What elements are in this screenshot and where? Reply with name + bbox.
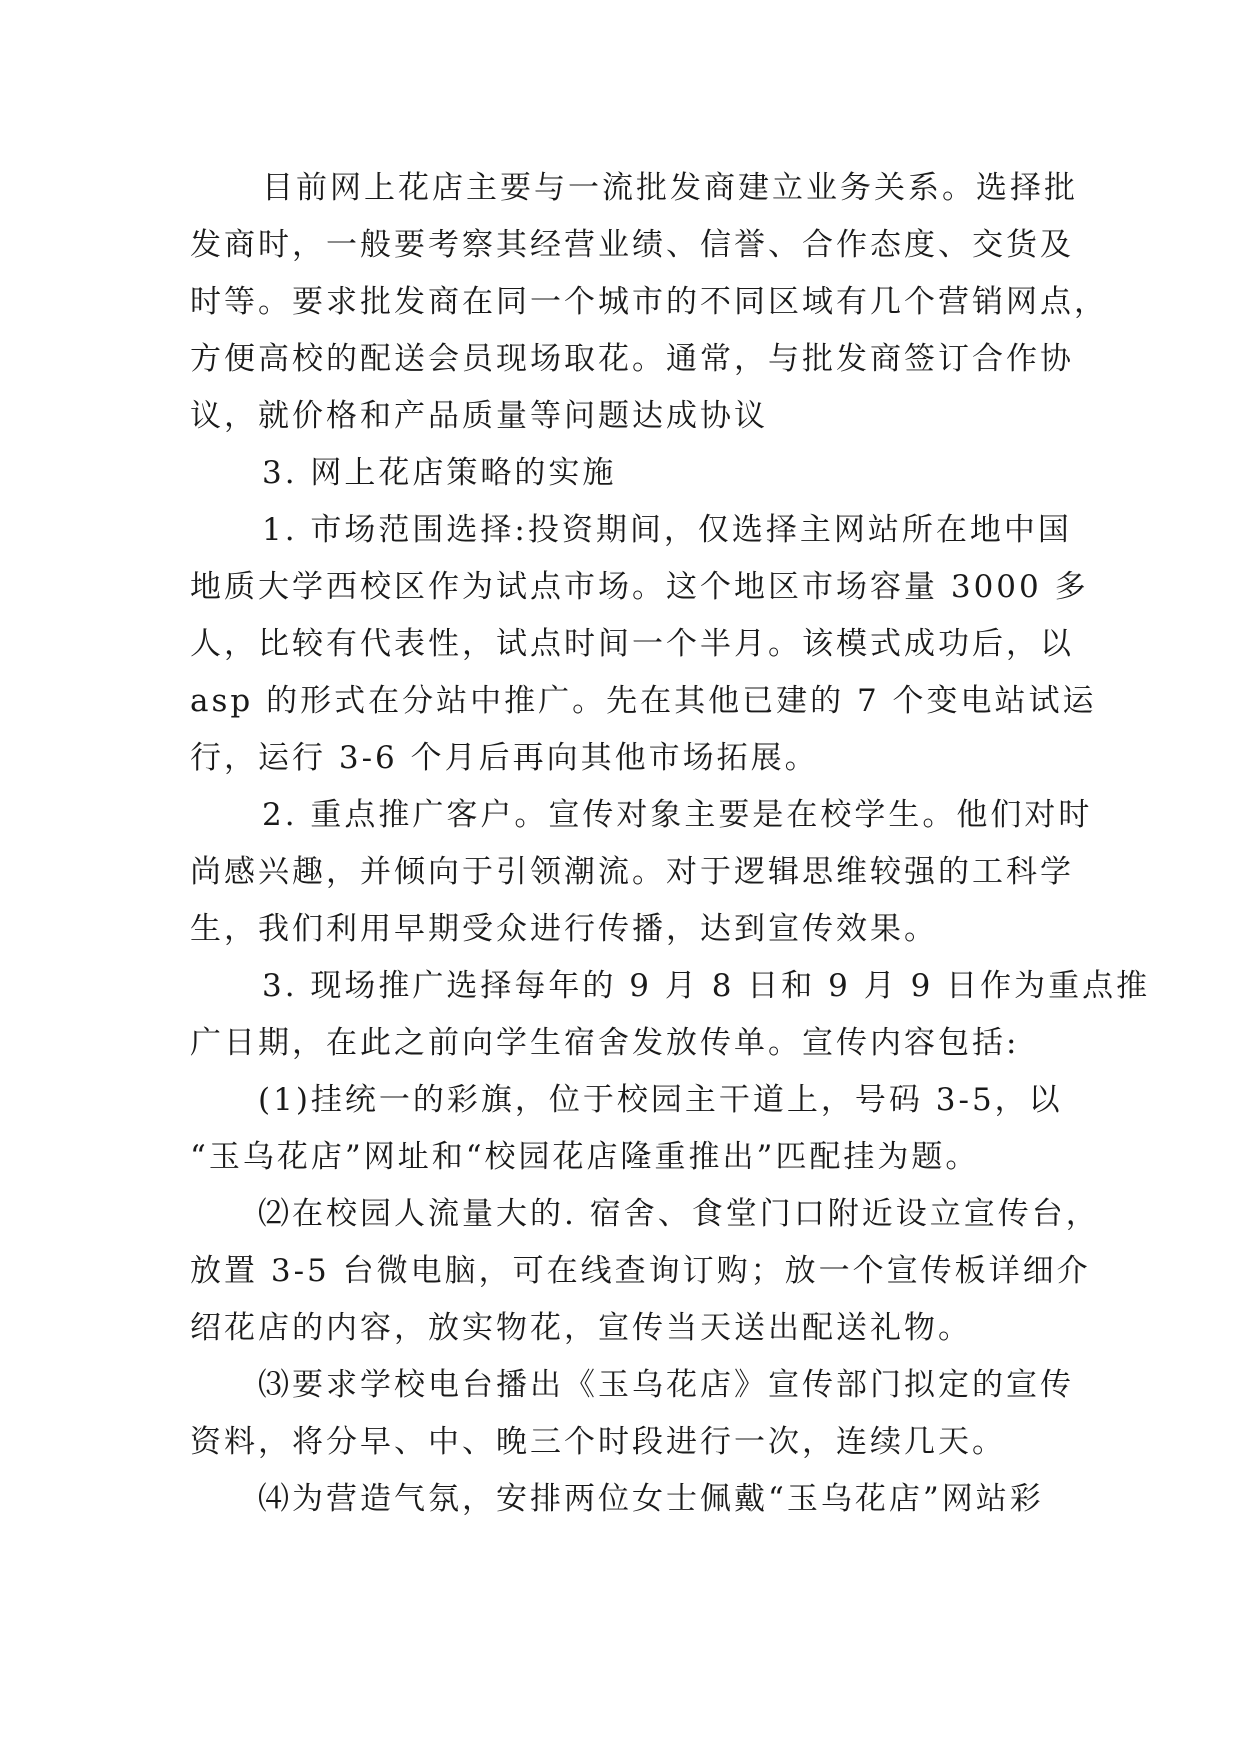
text-line: 地质大学西校区作为试点市场。这个地区市场容量 3000 多: [190, 569, 1089, 605]
text-line: 生，我们利用早期受众进行传播，达到宣传效果。: [190, 911, 938, 947]
text-line: asp 的形式在分站中推广。先在其他已建的 7 个变电站试运: [190, 683, 1097, 719]
text-line: ⑷为营造气氛，安排两位女士佩戴“玉乌花店”网站彩: [258, 1481, 1044, 1517]
text-line: 资料，将分早、中、晚三个时段进行一次，连续几天。: [190, 1424, 1006, 1460]
text-line: 人，比较有代表性，试点时间一个半月。该模式成功后，以: [190, 626, 1074, 662]
text-line: 2. 重点推广客户。宣传对象主要是在校学生。他们对时: [262, 797, 1093, 833]
text-line: 广日期，在此之前向学生宿舍发放传单。宣传内容包括:: [190, 1025, 1020, 1061]
text-line: ⑶要求学校电台播出《玉乌花店》宣传部门拟定的宣传: [258, 1367, 1074, 1403]
text-line: 目前网上花店主要与一流批发商建立业务关系。选择批: [262, 170, 1078, 206]
text-line: 行，运行 3-6 个月后再向其他市场拓展。: [190, 740, 819, 776]
text-line: 发商时，一般要考察其经营业绩、信誉、合作态度、交货及: [190, 227, 1074, 263]
text-line: 1. 市场范围选择:投资期间，仅选择主网站所在地中国: [262, 512, 1072, 548]
text-line: “玉乌花店”网址和“校园花店隆重推出”匹配挂为题。: [190, 1139, 980, 1175]
text-line: 尚感兴趣，并倾向于引领潮流。对于逻辑思维较强的工科学: [190, 854, 1074, 890]
text-line: ⑵在校园人流量大的. 宿舍、食堂门口附近设立宣传台，: [258, 1196, 1100, 1232]
text-line: 放置 3-5 台微电脑，可在线查询订购；放一个宣传板详细介: [190, 1253, 1091, 1289]
text-line: 议，就价格和产品质量等问题达成协议: [190, 398, 768, 434]
text-line: 绍花店的内容，放实物花，宣传当天送出配送礼物。: [190, 1310, 972, 1346]
text-line: 时等。要求批发商在同一个城市的不同区域有几个营销网点，: [190, 284, 1108, 320]
section-heading: 3. 网上花店策略的实施: [262, 455, 617, 491]
text-line: 方便高校的配送会员现场取花。通常，与批发商签订合作协: [190, 341, 1074, 377]
text-line: 3. 现场推广选择每年的 9 月 8 日和 9 月 9 日作为重点推: [262, 968, 1151, 1004]
text-line: (1)挂统一的彩旗，位于校园主干道上，号码 3-5，以: [258, 1082, 1063, 1118]
